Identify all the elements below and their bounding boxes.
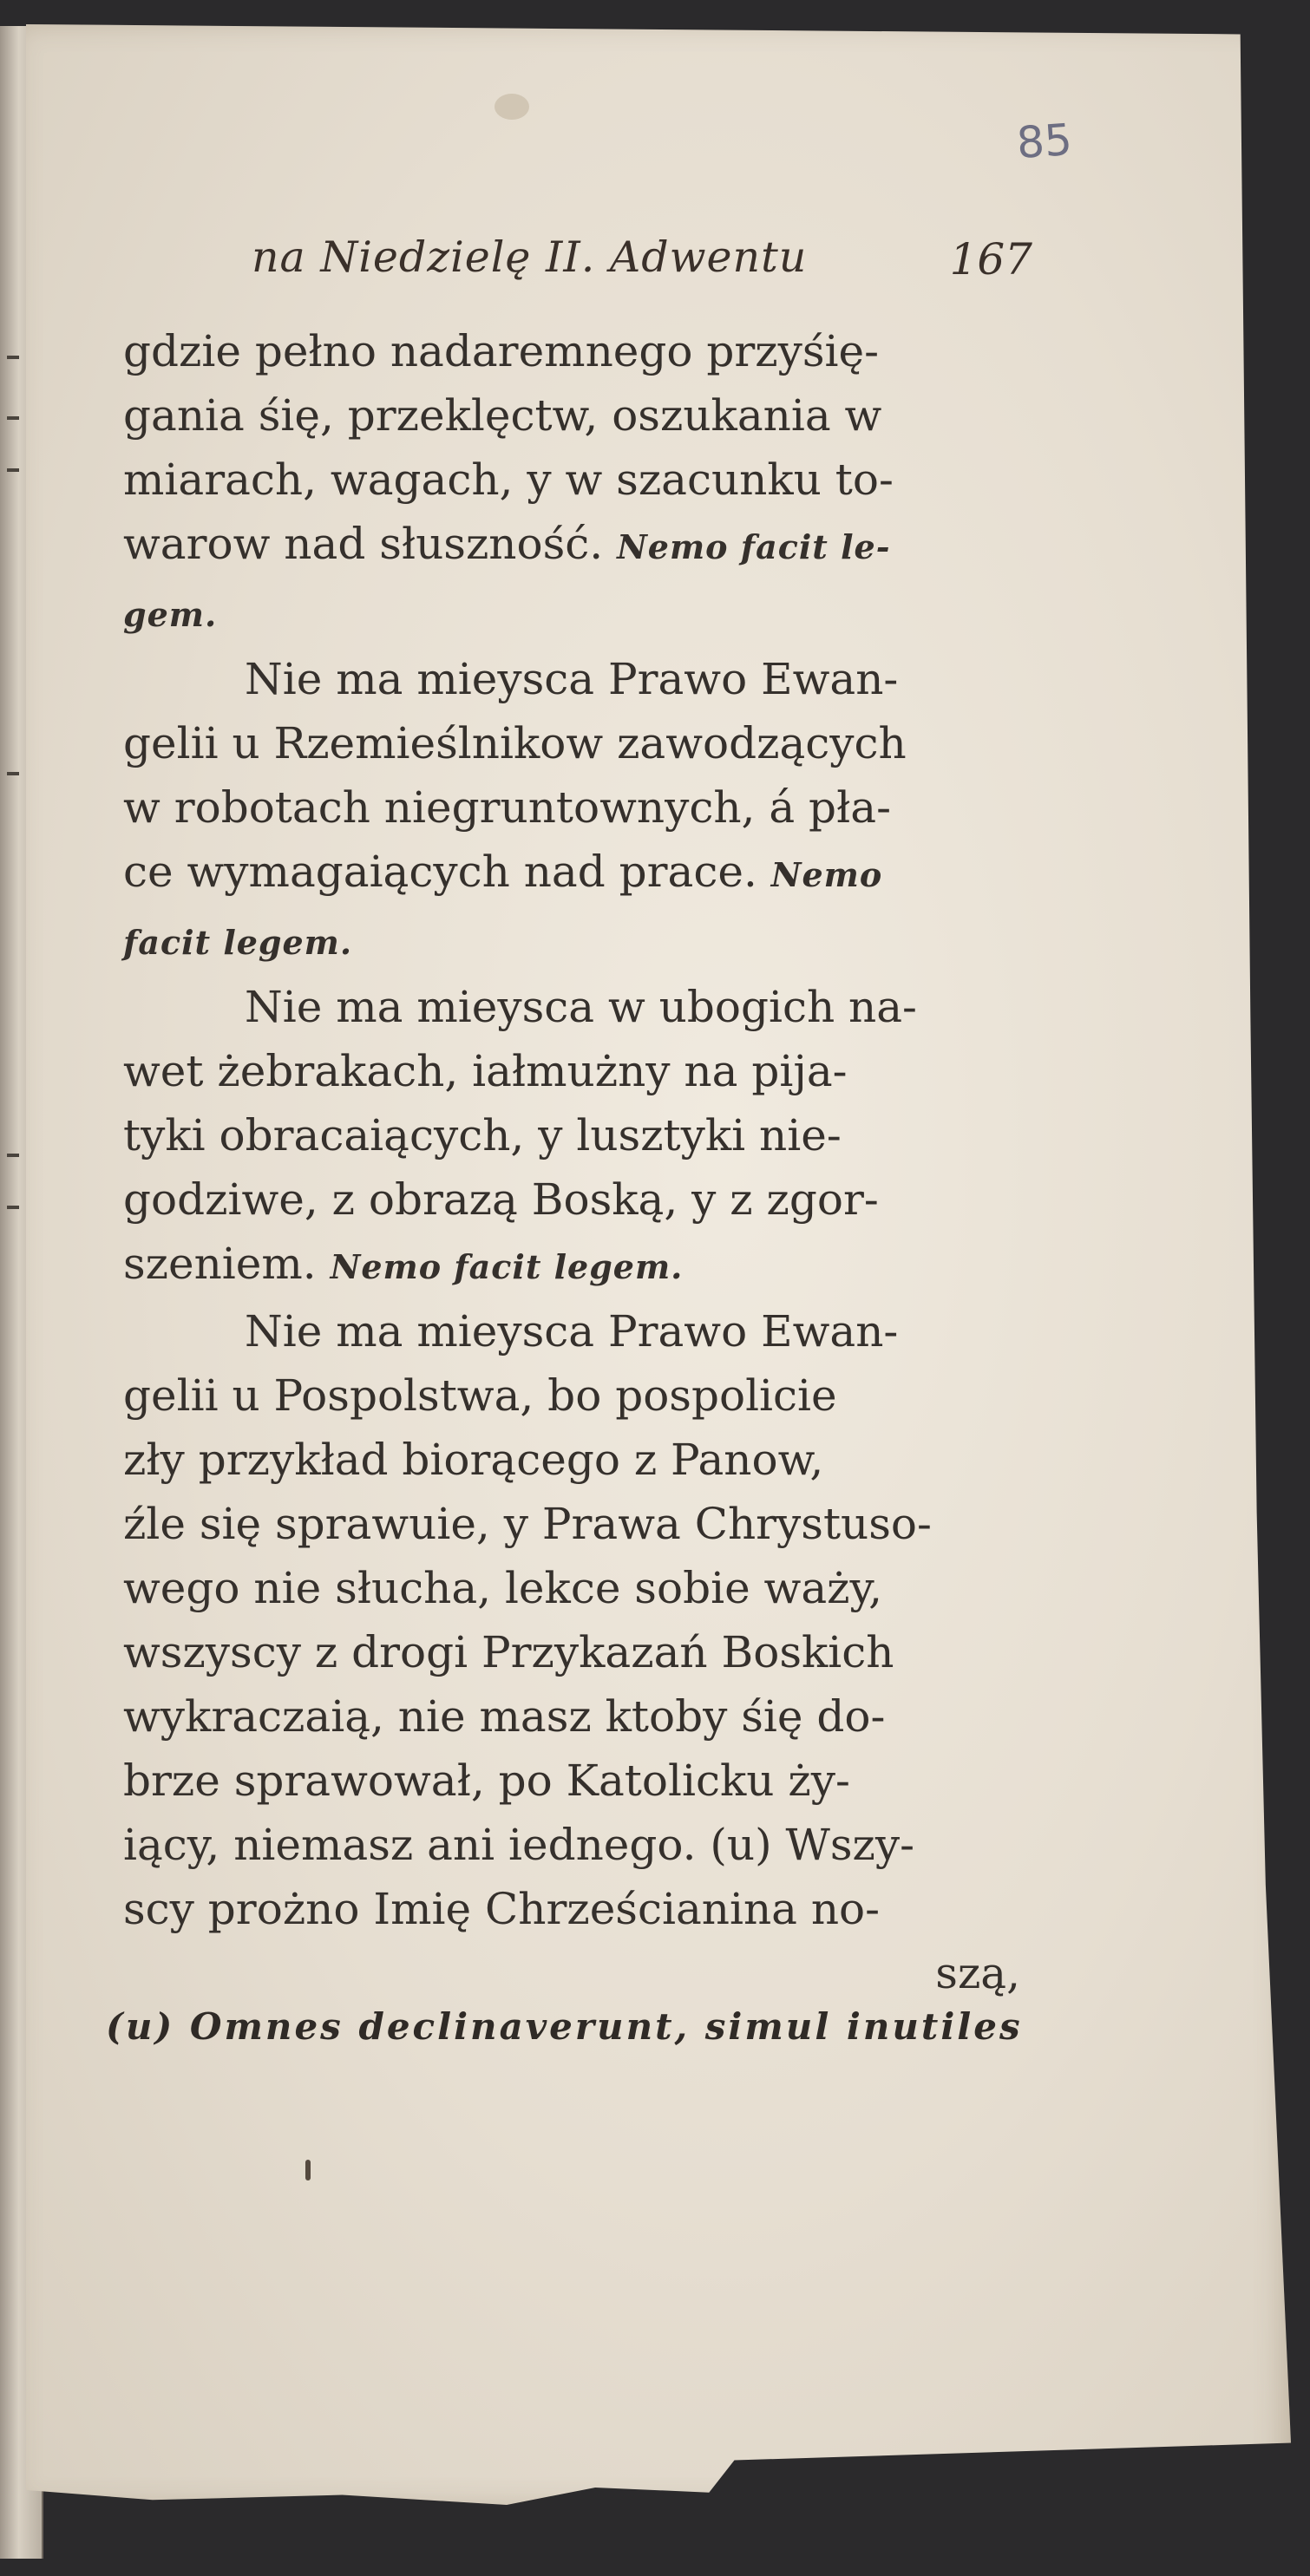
paper-stain — [495, 94, 529, 120]
line-text: brze sprawował, po Katolicku ży- — [123, 1755, 850, 1806]
page-number: 167 — [949, 234, 1032, 284]
ink-speck — [305, 2160, 311, 2180]
line-text: Nie ma mieysca w ubogich na- — [245, 982, 917, 1032]
line-text: wet żebrakach, iałmużny na pija- — [123, 1046, 848, 1096]
text-line — [123, 383, 1025, 448]
text-line — [123, 448, 1025, 512]
text-line — [123, 1492, 1025, 1556]
line-text: szeniem. — [123, 1239, 317, 1289]
text-line — [123, 1299, 1025, 1363]
latin-refrain: Nemo facit le- — [617, 527, 891, 566]
text-line — [123, 1684, 1025, 1749]
text-line — [123, 1363, 1025, 1428]
text-line — [123, 1428, 1025, 1492]
text-line — [123, 1877, 1025, 1941]
text-line — [123, 1232, 1025, 1299]
latin-refrain: facit legem. — [123, 923, 353, 962]
line-text: gelii u Rzemieślnikow zawodzących — [123, 718, 907, 768]
text-line — [123, 1813, 1025, 1877]
line-text: gdzie pełno nadaremnego przyśię- — [123, 326, 879, 376]
line-text: tyki obracaiących, y lusztyki nie- — [123, 1110, 842, 1161]
text-line — [123, 840, 1025, 907]
text-line — [123, 975, 1025, 1039]
line-text: ce wymagaiących nad prace. — [123, 847, 757, 897]
footnote: (u) Omnes declinaverunt, simul inutiles — [106, 2005, 1023, 2048]
line-text: gelii u Pospolstwa, bo pospolicie — [123, 1370, 837, 1421]
catchword: szą, — [935, 1948, 1020, 1998]
folio-mark: 85 — [1015, 114, 1074, 169]
line-text: wykraczaią, nie masz ktoby śię do- — [123, 1691, 886, 1742]
text-line — [123, 1556, 1025, 1620]
line-text: Nie ma mieysca Prawo Ewan- — [245, 1306, 899, 1357]
text-line — [123, 647, 1025, 711]
line-text: miarach, wagach, y w szacunku to- — [123, 454, 894, 505]
text-line — [123, 1167, 1025, 1232]
text-line — [123, 1620, 1025, 1684]
line-text: wszyscy z drogi Przykazań Boskich — [123, 1627, 894, 1677]
line-text: zły przykład biorącego z Panow, — [123, 1435, 824, 1485]
line-text: warow nad słuszność. — [123, 519, 604, 569]
text-line — [123, 1749, 1025, 1813]
line-text: wego nie słucha, lekce sobie waży, — [123, 1563, 882, 1613]
text-line — [123, 1103, 1025, 1167]
latin-refrain: Nemo facit legem. — [330, 1247, 684, 1286]
latin-refrain: gem. — [123, 595, 218, 634]
text-line — [123, 711, 1025, 775]
latin-refrain: Nemo — [770, 855, 883, 894]
line-text: Nie ma mieysca Prawo Ewan- — [245, 654, 899, 704]
line-text: źle się sprawuie, y Prawa Chrystuso- — [123, 1499, 932, 1549]
running-head: na Niedzielę II. Adwentu — [252, 232, 808, 282]
text-line — [123, 907, 1025, 975]
body-text — [123, 319, 1025, 2005]
line-text: iący, niemasz ani iednego. (u) Wszy- — [123, 1820, 915, 1870]
catchword-line — [123, 1941, 1025, 2005]
line-text: gania śię, przeklęctw, oszukania w — [123, 390, 882, 441]
text-line — [123, 512, 1025, 579]
text-line — [123, 579, 1025, 647]
line-text: w robotach niegruntownych, á pła- — [123, 782, 891, 833]
text-line — [123, 319, 1025, 383]
line-text: godziwe, z obrazą Boską, y z zgor- — [123, 1174, 879, 1225]
line-text: scy prożno Imię Chrześcianina no- — [123, 1884, 881, 1934]
page-header — [252, 232, 1050, 302]
text-line — [123, 775, 1025, 840]
text-line — [123, 1039, 1025, 1103]
